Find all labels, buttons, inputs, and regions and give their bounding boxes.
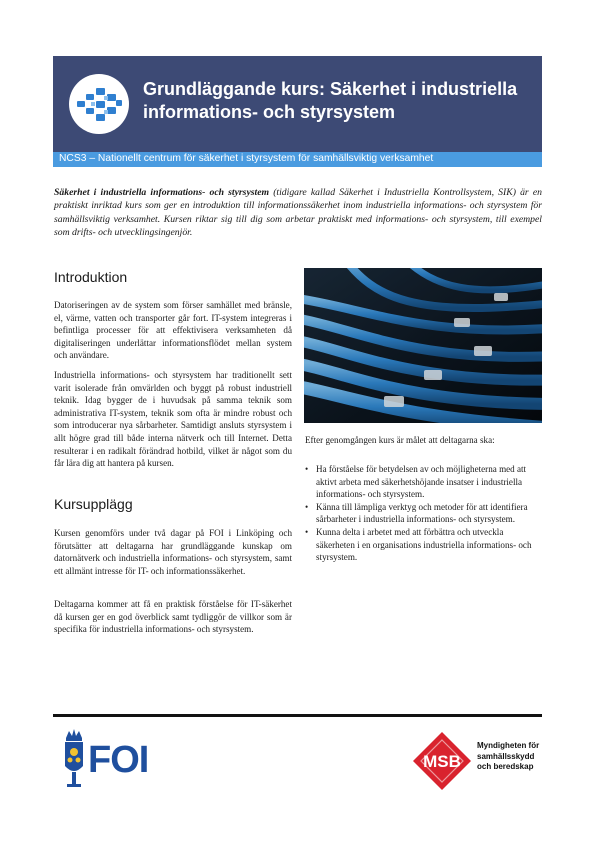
bullet: •	[305, 501, 309, 512]
intro-text: (tidigare kallad Säkerhet i Industriella Kontrollsystem, SIK) är en praktiskt inriktad kurs som ger en introduktion till informationssäkerhet inom industriella informations- och styrsystem för samhällsviktig verksamhet. Kursen riktar sig till dig som arbetar praktiskt med informations- och styrsystem, till exempel som drifts- och utvecklingsingenjör.	[54, 187, 542, 239]
msb-logo-text: MSB	[423, 752, 461, 771]
introduktion-paragraph-1: Datoriseringen av de system som förser samhället med bränsle, el, värme, vatten och transporter går fort. IT-system integreras i befintliga processer för att effektivisera verksamheten då digitaliseringen underlättar informationsflödet mellan system och användare.	[54, 300, 292, 361]
goal-text: Känna till lämpliga verktyg och metoder för att identifiera sårbarheter i industriella informations- och styrsystem.	[316, 501, 528, 525]
page-title: Grundläggande kurs: Säkerhet i industriella informations- och styrsystem	[143, 79, 518, 122]
foi-crown-emblem-icon	[60, 728, 88, 790]
subtitle: NCS3 – Nationellt centrum för säkerhet i styrsystem för samhällsviktig verksamhet	[59, 153, 434, 164]
msb-logo	[411, 730, 473, 792]
goals-lead: Efter genomgången kurs är målet att deltagarna ska:	[305, 435, 495, 445]
list-item	[305, 501, 542, 526]
intro-lead: Säkerhet i industriella informations- och styrsystem	[54, 187, 270, 198]
introduktion-paragraph-2: Industriella informations- och styrsystem har traditionellt sett varit isolerade från omvärlden och byggt på robust industriell teknik. Idag bygger de i huvudsak på samma teknik som administrativa IT-system, teknik som ofta är mindre robust och som introducerar nya sårbarheter. Samtidigt ansluts styrsystem i allt högre grad till både interna nätverk och till Internet. Detta resulterar i en radikalt förändrad hotbild, vilket är något som du får lära dig att hantera på kursen.	[54, 370, 292, 469]
ncs3-logo	[69, 74, 129, 134]
list-item	[305, 463, 542, 501]
list-item	[305, 526, 542, 564]
footer-divider	[53, 714, 542, 717]
subtitle-bar	[53, 152, 542, 167]
msb-caption-line-2: samhällsskydd	[477, 751, 535, 761]
kursupplagg-heading: Kursupplägg	[54, 496, 133, 512]
msb-caption-line-3: och beredskap	[477, 762, 534, 771]
bullet: •	[305, 526, 309, 537]
goal-text: Kunna delta i arbetet med att förbättra och utveckla säkerheten i en organisations industriella informations- och styrsystem.	[316, 526, 532, 563]
introduktion-heading: Introduktion	[54, 269, 128, 285]
ncs3-network-logo-icon	[69, 74, 129, 134]
kursupplagg-paragraph-2: Deltagarna kommer att få en praktisk förståelse för IT-säkerhet då kursen ger en god överblick samt tydliggör de villkor som är specifika för industriella informations- och styrsystem.	[54, 599, 292, 635]
network-cables-photo	[304, 268, 542, 423]
msb-caption	[477, 741, 547, 773]
bullet: •	[305, 464, 309, 474]
intro-paragraph	[54, 186, 542, 240]
goal-text: Ha förståelse för betydelsen av och möjligheterna med att aktivt arbeta med säkerhetshöjande insatser i industriella informations- och styrsystem.	[316, 464, 527, 500]
header-banner	[53, 56, 542, 152]
kursupplagg-paragraph-1: Kursen genomförs under två dagar på FOI i Linköping och förutsätter att deltagarna har grundläggande kunskap om datornätverk och industriella informations- och styrsystem, samt ett allmänt intresse för IT- och informationssäkerhet.	[54, 528, 292, 576]
goals-list	[305, 463, 542, 564]
msb-caption-line-1: Myndigheten för	[477, 741, 540, 750]
foi-logo-text: FOI	[88, 739, 149, 781]
